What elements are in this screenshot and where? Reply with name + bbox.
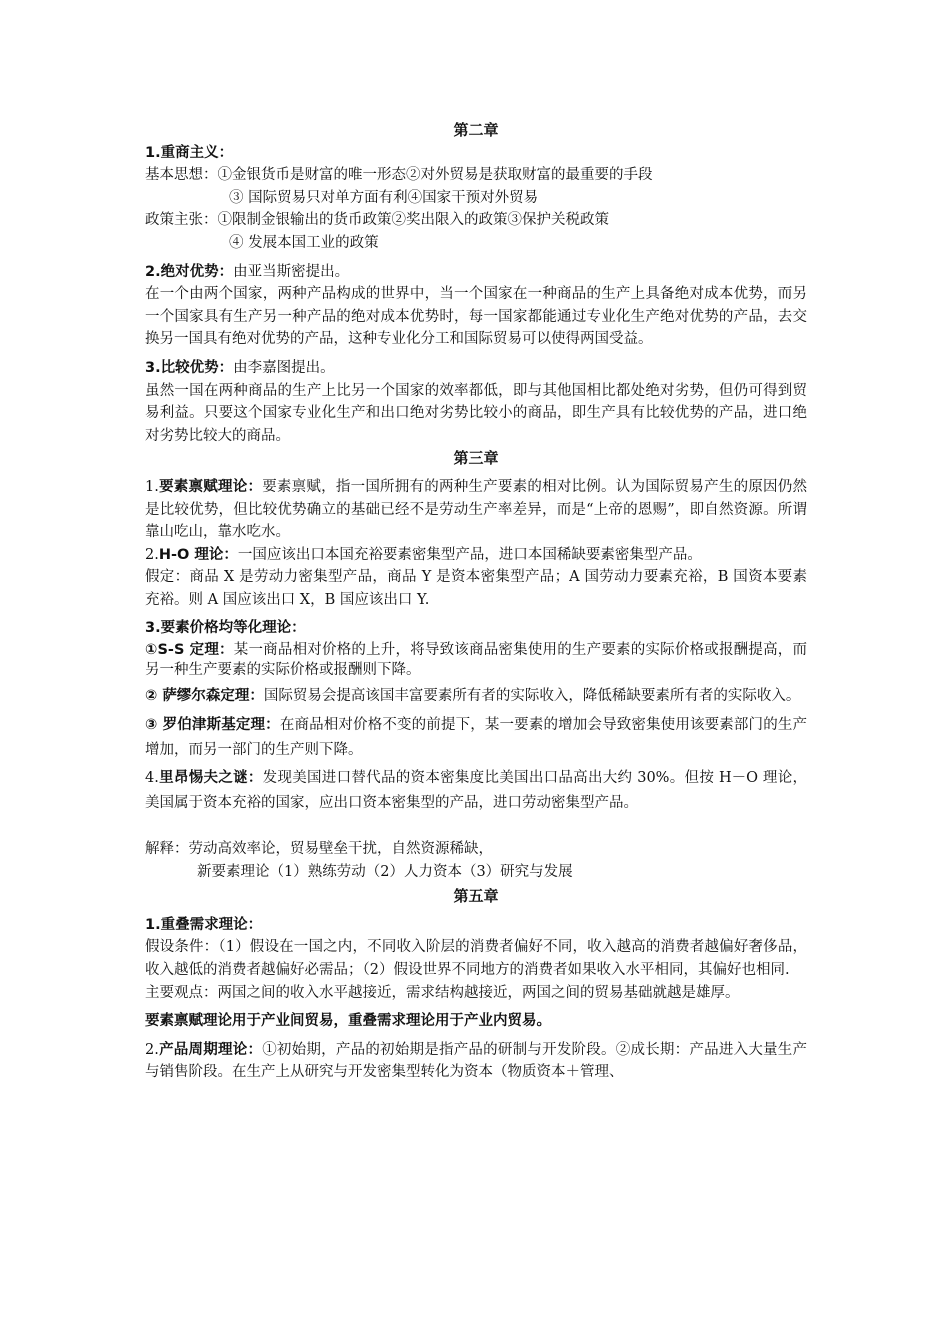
overlapping-demand-main-view: 主要观点：两国之间的收入水平越接近，需求结构越接近，两国之间的贸易基础就越是雄厚。	[145, 984, 740, 1001]
mercantilism-policy-line-2: ④ 发展本国工业的政策	[229, 234, 379, 251]
ho-theory-body: 一国应该出口本国充裕要素密集型产品，进口本国稀缺要素密集型产品。	[237, 546, 702, 563]
samuelson-theorem-body: 国际贸易会提高该国丰富要素所有者的实际收入，降低稀缺要素所有者的实际收入。	[263, 688, 801, 705]
absolute-advantage-body: 在一个由两个国家，两种产品构成的世界中，当一个国家在一种商品的生产上具备绝对成本优势，而另一个国家具有生产另一种产品的绝对成本优势时，每一国家都能通过专业化生产绝对优势的产品，去交换另一国具有绝对优势的产品，这种专业化分工和国际贸易可以使得两国受益。	[145, 286, 807, 348]
chapter-5-title: 第五章	[453, 887, 499, 906]
rybczynski-theorem-paragraph	[145, 713, 807, 763]
comparative-advantage-body: 虽然一国在两种商品的生产上比另一个国家的效率都低，即与其他国相比都处绝对劣势，但仍可得到贸易利益。只要这个国家专业化生产和出口绝对劣势比较小的商品，即生产具有比较优势的产品，进口绝对劣势比较大的商品。	[145, 382, 807, 444]
ho-theory-paragraph	[145, 544, 807, 567]
product-cycle-body: ①初始期，产品的初始期是指产品的研制与开发阶段。②成长期：产品进入大量生产与销售阶段。在生产上从研究与开发密集型转化为资本（物质资本＋管理、	[145, 1041, 808, 1081]
ss-theorem-body: 某一商品相对价格的上升，将导致该商品密集使用的生产要素的实际价格或报酬提高，而另一种生产要素的实际价格或报酬则下降。	[145, 642, 807, 679]
mercantilism-heading: 1.重商主义：	[145, 144, 234, 161]
chapter-2-title: 第二章	[453, 121, 499, 139]
mercantilism-ideas-line-2: ③ 国际贸易只对单方面有利④国家干预对外贸易	[229, 189, 539, 206]
document-body	[145, 119, 807, 1084]
ho-theory-heading: H-O 理论：	[158, 546, 238, 563]
product-cycle-number: 2.	[145, 1041, 159, 1058]
comparative-advantage-origin: 由李嘉图提出。	[233, 359, 335, 376]
overlapping-demand-assumption: 假设条件：（1）假设在一国之内，不同收入阶层的消费者偏好不同，收入越高的消费者越偏好奢侈品，收入越低的消费者越偏好必需品；（2）假设世界不同地方的消费者如果收入水平相同，其偏好也相同.	[145, 939, 807, 979]
leontief-paradox-body: 发现美国进口替代品的资本密集度比美国出口品高出大约 30%。但按 H－O 理论，美国属于资本充裕的国家，应出口资本密集型的产品，进口劳动密集型产品。	[145, 770, 808, 812]
absolute-advantage-heading-line	[145, 261, 807, 284]
chapter-3-title: 第三章	[453, 449, 499, 468]
leontief-paradox-heading: 里昂惕夫之谜：	[158, 770, 263, 787]
leontief-paradox-paragraph	[145, 766, 807, 816]
rybczynski-theorem-heading: ③ 罗伯津斯基定理：	[145, 717, 280, 734]
mercantilism-ideas-line-1: 基本思想：①金银货币是财富的唯一形态②对外贸易是获取财富的最重要的手段	[145, 167, 653, 184]
comparative-advantage-heading: 3.比较优势：	[145, 359, 234, 376]
mercantilism-policy-line-1: 政策主张：①限制金银输出的货币政策②奖出限入的政策③保护关税政策	[145, 212, 609, 229]
samuelson-theorem-heading: ② 萨缪尔森定理：	[145, 688, 264, 705]
factor-price-equalization-heading: 3.要素价格均等化理论：	[145, 620, 306, 637]
ss-theorem-paragraph	[145, 640, 807, 680]
explanation-line-1: 解释：劳动高效率论，贸易壁垒干扰，自然资源稀缺，	[145, 841, 493, 858]
comparative-advantage-heading-line	[145, 357, 807, 380]
ho-theory-number: 2.	[145, 546, 159, 563]
factor-endowment-paragraph	[145, 476, 807, 544]
ss-theorem-heading: ①S-S 定理：	[145, 642, 234, 659]
product-cycle-paragraph	[145, 1039, 807, 1084]
factor-endowment-number: 1.	[145, 478, 159, 495]
factor-endowment-body: 要素禀赋，指一国所拥有的两种生产要素的相对比例。认为国际贸易产生的原因仍然是比较优势，但比较优势确立的基础已经不是劳动生产率差异，而是“上帝的恩赐”，即自然资源。所谓靠山吃山，靠水吃水。	[145, 478, 808, 541]
product-cycle-heading: 产品周期理论：	[158, 1041, 263, 1058]
overlapping-demand-heading: 1.重叠需求理论：	[145, 916, 263, 933]
rybczynski-theorem-body: 在商品相对价格不变的前提下，某一要素的增加会导致密集使用该要素部门的生产增加，而另一部门的生产则下降。	[145, 717, 807, 759]
absolute-advantage-origin: 由亚当斯密提出。	[233, 263, 350, 280]
explanation-line-2: 新要素理论（1）熟练劳动（2）人力资本（3）研究与发展	[197, 863, 573, 880]
ho-theory-assumption: 假定：商品 X 是劳动力密集型产品，商品 Y 是资本密集型产品；A 国劳动力要素充裕，B 国资本要素充裕。则 A 国应该出口 X，B 国应该出口 Y.	[145, 569, 807, 608]
leontief-paradox-number: 4.	[145, 770, 159, 787]
factor-endowment-heading: 要素禀赋理论：	[158, 478, 263, 495]
trade-theory-summary: 要素禀赋理论用于产业间贸易，重叠需求理论用于产业内贸易。	[145, 1013, 551, 1030]
samuelson-theorem-paragraph	[145, 684, 807, 709]
absolute-advantage-heading: 2.绝对优势：	[145, 263, 234, 280]
